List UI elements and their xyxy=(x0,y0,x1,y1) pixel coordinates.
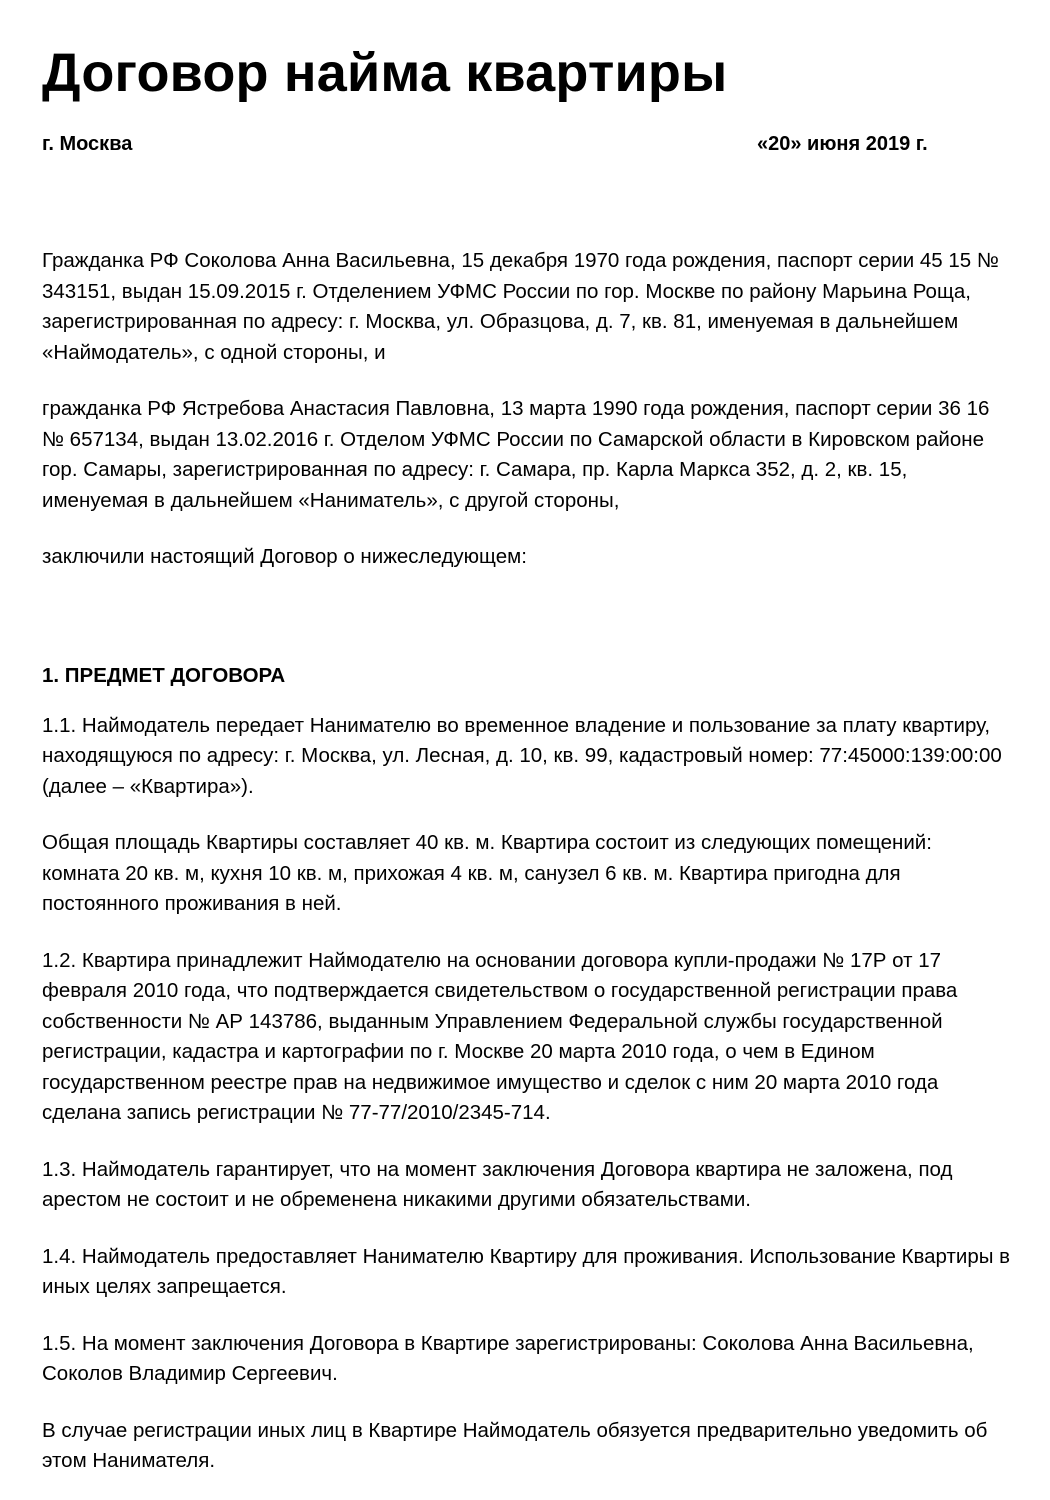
clause-1-5-notice: В случае регистрации иных лиц в Квартире Наймодатель обязуется предварительно уведомить об этом Нанимателя. xyxy=(42,1418,988,1472)
clause-1-5: 1.5. На момент заключения Договора в Квартире зарегистрированы: Соколова Анна Васильевна, Соколов Владимир Сергеевич. xyxy=(42,1331,974,1385)
clause-1-2: 1.2. Квартира принадлежит Наймодателю на основании договора купли-продажи № 17Р от 17 февраля 2010 года, что подтверждается свидетельством о государственной регистрации права собственности № АР 143786, выданным Управлением Федеральной службы государственной регистрации, кадастра и картографии по г. Москве 20 марта 2010 года, о чем в Едином государственном реестре прав на недвижимое имущество и сделок с ним 20 марта 2010 года сделана запись регистрации № 77-77/2010/2345-714. xyxy=(42,948,958,1124)
preamble-closing: заключили настоящий Договор о нижеследующем: xyxy=(42,545,527,568)
section-title-subject: 1. ПРЕДМЕТ ДОГОВОРА xyxy=(42,663,286,687)
clause-1-1-area: Общая площадь Квартиры составляет 40 кв. м. Квартира состоит из следующих помещений: комната 20 кв. м, кухня 10 кв. м, прихожая 4 кв. м, санузел 6 кв. м. Квартира пригодна для постоянного проживания в ней. xyxy=(42,831,932,915)
clause-1-4: 1.4. Наймодатель предоставляет Нанимателю Квартиру для проживания. Использование Квартиры в иных целях запрещается. xyxy=(42,1244,1011,1298)
party-landlord: Гражданка РФ Соколова Анна Васильевна, 15 декабря 1970 года рождения, паспорт серии 45 15 № 343151, выдан 15.09.2015 г. Отделением УФМС России по гор. Москве по району Марьина Роща, зарегистрированная по адресу: г. Москва, ул. Образцова, д. 7, кв. 81, именуемая в дальнейшем «Наймодатель», с одной стороны, и xyxy=(42,249,999,364)
place-and-date xyxy=(42,130,1014,158)
clause-1-1: 1.1. Наймодатель передает Нанимателю во временное владение и пользование за плату квартиру, находящуюся по адресу: г. Москва, ул. Лесная, д. 10, кв. 99, кадастровый номер: 77:45000:139:00:00 (далее – «Квартира»). xyxy=(42,713,1002,798)
document-title: Договор найма квартиры xyxy=(42,43,728,103)
contract-date: «20» июня 2019 г. xyxy=(757,133,928,155)
contract-city: г. Москва xyxy=(42,133,133,155)
clause-1-3: 1.3. Наймодатель гарантирует, что на момент заключения Договора квартира не заложена, под арестом не состоит и не обременена никакими другими обязательствами. xyxy=(42,1157,953,1211)
party-tenant: гражданка РФ Ястребова Анастасия Павловна, 13 марта 1990 года рождения, паспорт серии 36 16 № 657134, выдан 13.02.2016 г. Отделом УФМС России по Самарской области в Кировском районе гор. Самары, зарегистрированная по адресу: г. Самара, пр. Карла Маркса 352, д. 2, кв. 15, именуемая в дальнейшем «Наниматель», с другой стороны, xyxy=(42,397,990,512)
